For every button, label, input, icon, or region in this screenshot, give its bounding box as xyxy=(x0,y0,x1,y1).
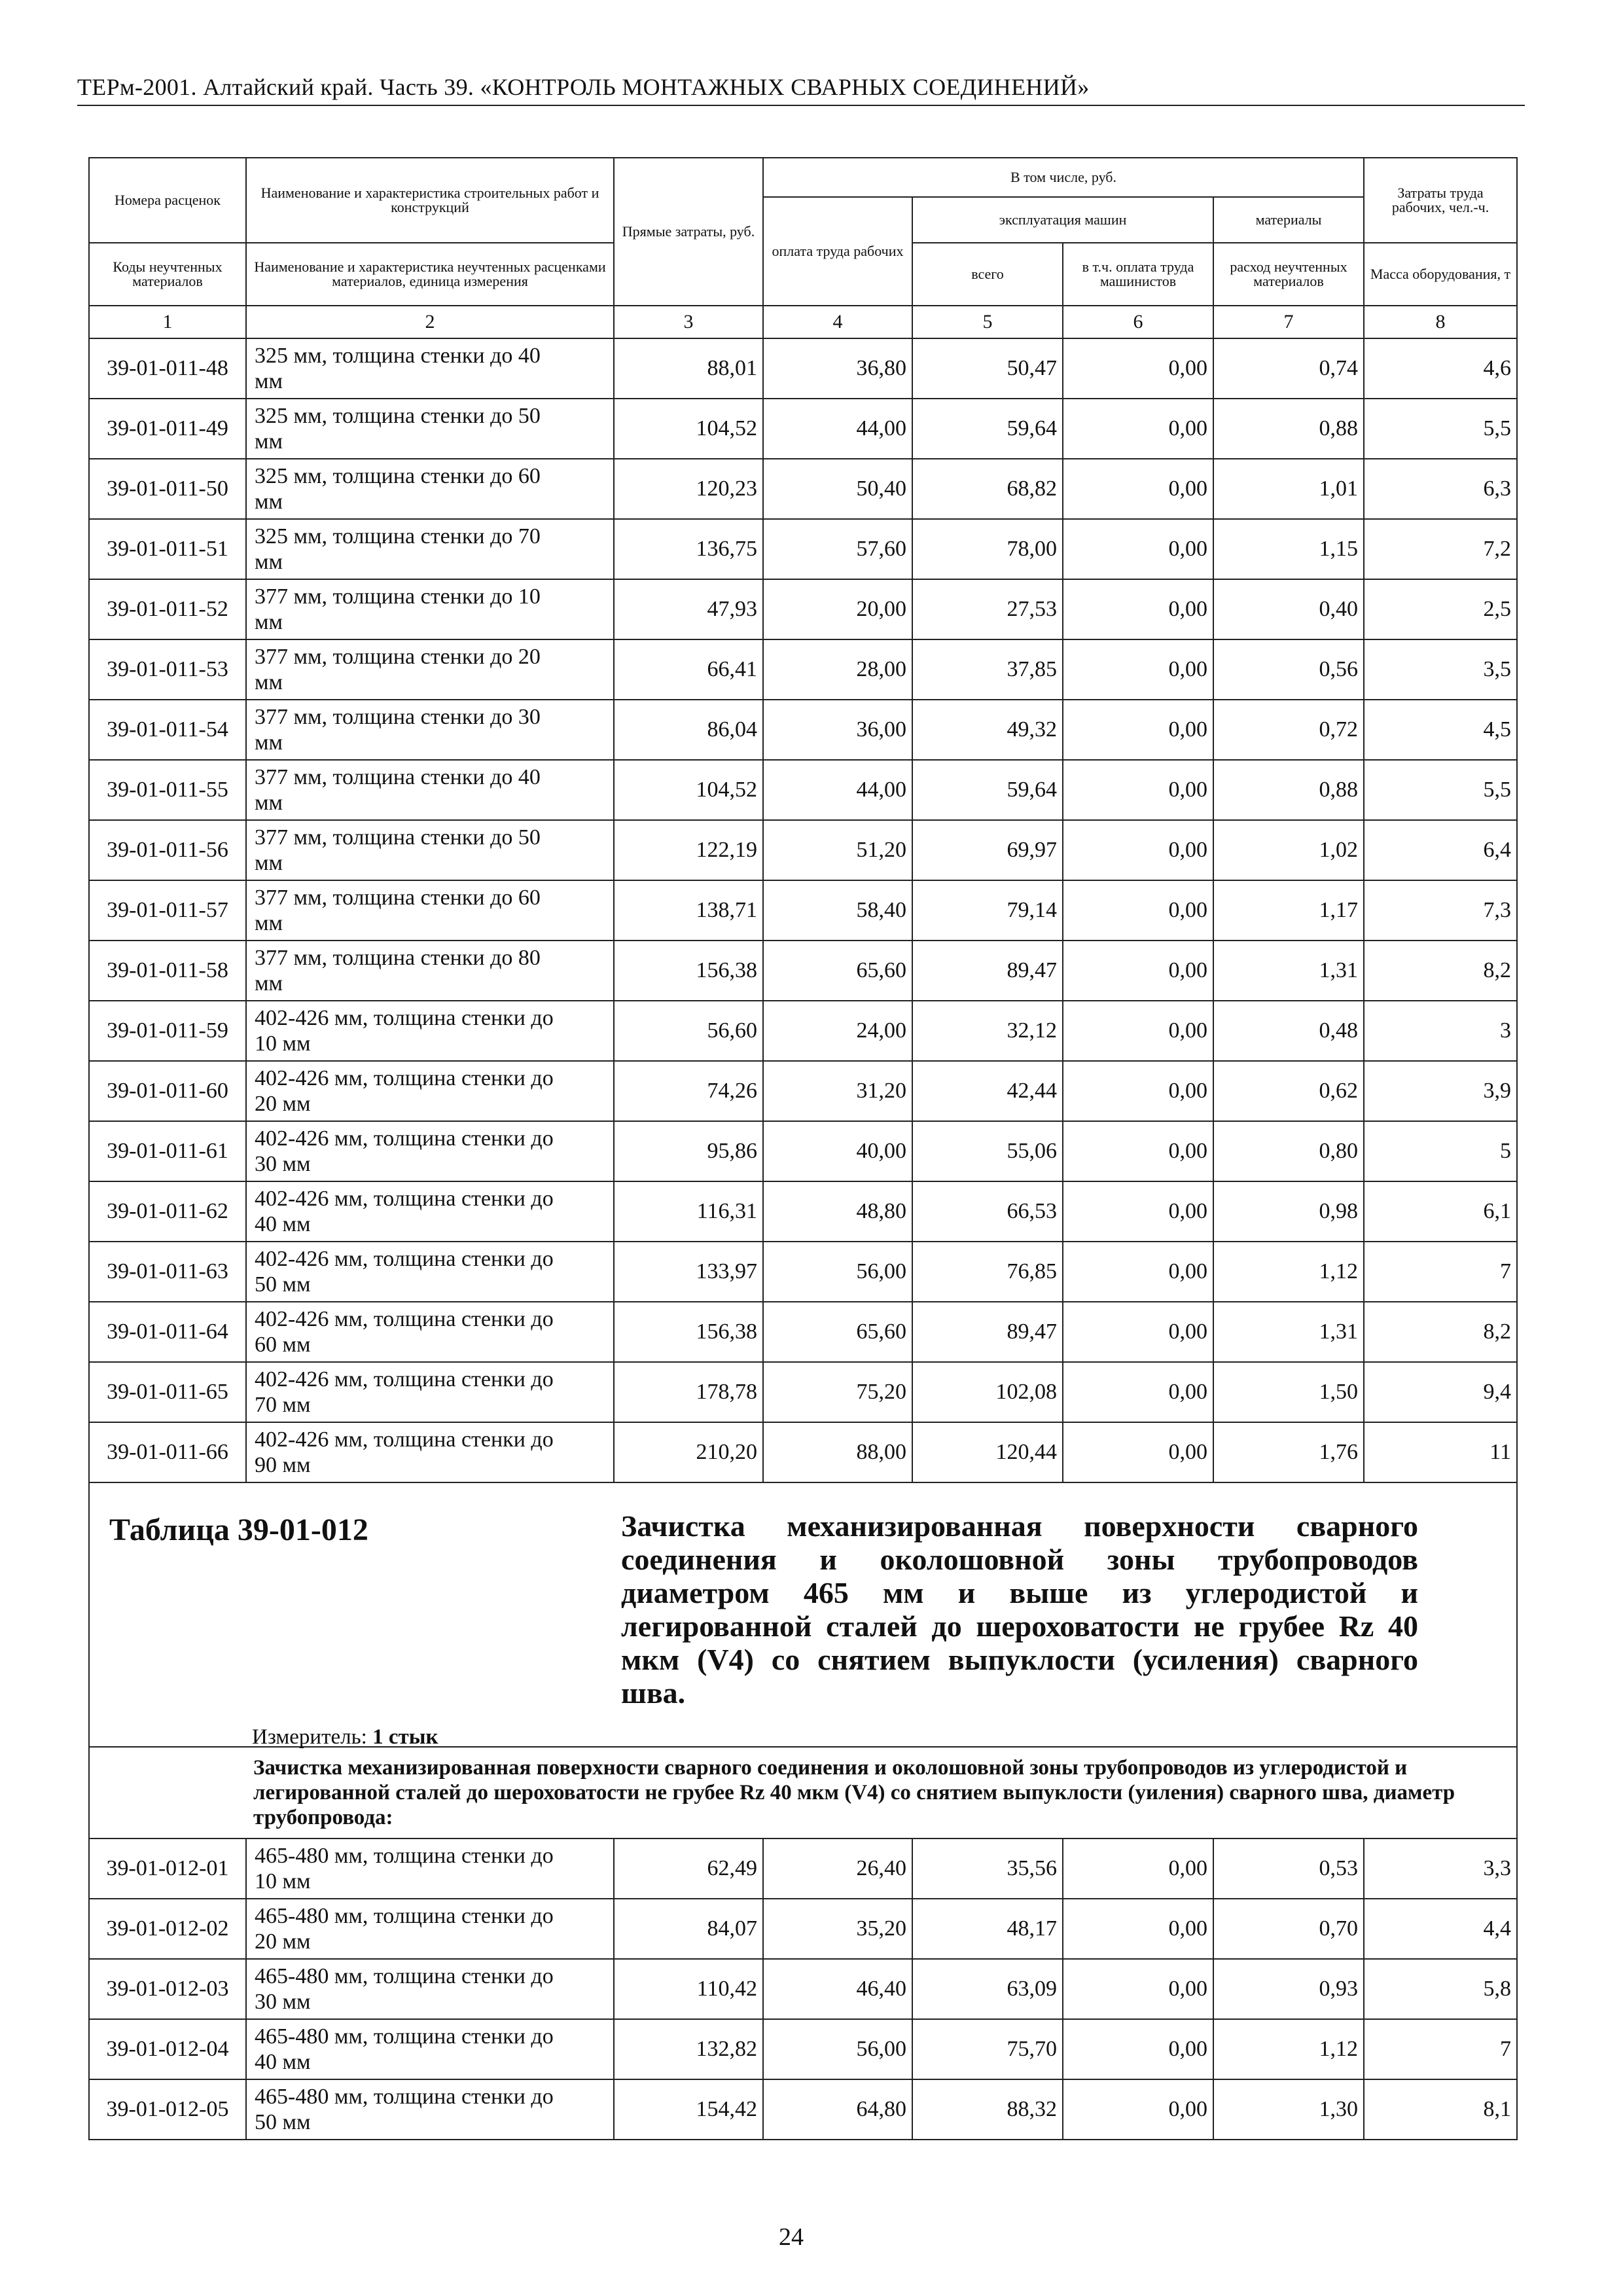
table-section-block xyxy=(89,1482,1517,1747)
col-number: 1 xyxy=(89,306,246,338)
operators-pay: 0,00 xyxy=(1063,519,1213,579)
labor-hours: 5,5 xyxy=(1364,760,1517,820)
rate-code: 39-01-011-65 xyxy=(89,1362,246,1422)
rate-description xyxy=(246,579,614,639)
meter-label: Измеритель: xyxy=(252,1725,367,1749)
col-header-materials: материалы xyxy=(1213,197,1364,243)
rate-description-line: 377 мм, толщина стенки до 10 xyxy=(255,584,541,609)
direct-costs: 156,38 xyxy=(614,1302,763,1362)
col-header-direct-costs: Прямые затраты, руб. xyxy=(614,158,763,306)
materials-cost: 0,88 xyxy=(1213,760,1364,820)
rate-code: 39-01-011-50 xyxy=(89,459,246,519)
col-number: 8 xyxy=(1364,306,1517,338)
operators-pay: 0,00 xyxy=(1063,1242,1213,1302)
rate-description-line: мм xyxy=(255,851,283,875)
direct-costs: 47,93 xyxy=(614,579,763,639)
direct-costs: 210,20 xyxy=(614,1422,763,1482)
meter-value: 1 стык xyxy=(372,1725,438,1749)
materials-cost: 1,12 xyxy=(1213,2019,1364,2079)
col-header-machines-total: всего xyxy=(912,243,1063,306)
rate-code: 39-01-011-57 xyxy=(89,880,246,941)
direct-costs: 120,23 xyxy=(614,459,763,519)
table-row xyxy=(89,880,1517,941)
table-row xyxy=(89,1181,1517,1242)
rate-description xyxy=(246,1001,614,1061)
rate-description-line: 465-480 мм, толщина стенки до xyxy=(255,1904,554,1928)
table-row xyxy=(89,459,1517,519)
operators-pay: 0,00 xyxy=(1063,1061,1213,1121)
table-title: Зачистка механизированная поверхности сварного соединения и околошовной зоны трубопроводов диаметром 465 мм и выше из углеродистой и легированной сталей до шероховатости не грубее Rz 40 мкм (V4) со снятием выпуклости (усиления) сварного шва. xyxy=(621,1509,1418,1710)
labor-hours: 4,5 xyxy=(1364,700,1517,760)
rate-description-line: 402-426 мм, толщина стенки до xyxy=(255,1427,554,1452)
table-row xyxy=(89,579,1517,639)
col-header-unaccounted-materials: расход неучтенных материалов xyxy=(1213,243,1364,306)
table-row xyxy=(89,519,1517,579)
rate-description-line: 40 мм xyxy=(255,2050,311,2074)
rate-code: 39-01-011-48 xyxy=(89,338,246,399)
rate-description-line: мм xyxy=(255,369,283,393)
labor-hours: 3,9 xyxy=(1364,1061,1517,1121)
labor-hours: 3,3 xyxy=(1364,1839,1517,1899)
rate-description-line: мм xyxy=(255,670,283,694)
direct-costs: 74,26 xyxy=(614,1061,763,1121)
operators-pay: 0,00 xyxy=(1063,1302,1213,1362)
labor-hours: 6,3 xyxy=(1364,459,1517,519)
table-row xyxy=(89,760,1517,820)
rate-description xyxy=(246,1181,614,1242)
rate-description-line: 70 мм xyxy=(255,1393,311,1417)
rate-description xyxy=(246,1302,614,1362)
labor-pay: 36,80 xyxy=(763,338,912,399)
labor-pay: 50,40 xyxy=(763,459,912,519)
machines-total: 55,06 xyxy=(912,1121,1063,1181)
operators-pay: 0,00 xyxy=(1063,338,1213,399)
materials-cost: 0,74 xyxy=(1213,338,1364,399)
machines-total: 89,47 xyxy=(912,941,1063,1001)
table-number: Таблица 39-01-012 xyxy=(109,1513,368,1547)
rate-description-line: 40 мм xyxy=(255,1212,311,1236)
machines-total: 63,09 xyxy=(912,1959,1063,2019)
col-header-labor-costs: Затраты труда рабочих, чел.-ч. xyxy=(1364,158,1517,243)
col-header-rate-numbers: Номера расценок xyxy=(89,158,246,243)
operators-pay: 0,00 xyxy=(1063,459,1213,519)
col-number: 6 xyxy=(1063,306,1213,338)
rate-description xyxy=(246,880,614,941)
rate-description-line: 377 мм, толщина стенки до 60 xyxy=(255,886,541,910)
rate-code: 39-01-012-01 xyxy=(89,1839,246,1899)
rate-code: 39-01-011-54 xyxy=(89,700,246,760)
rate-description-line: 325 мм, толщина стенки до 60 xyxy=(255,464,541,488)
rate-description xyxy=(246,2079,614,2140)
materials-cost: 1,50 xyxy=(1213,1362,1364,1422)
machines-total: 76,85 xyxy=(912,1242,1063,1302)
rate-description xyxy=(246,1959,614,2019)
rate-description-line: 402-426 мм, толщина стенки до xyxy=(255,1247,554,1271)
rate-description xyxy=(246,1362,614,1422)
materials-cost: 0,62 xyxy=(1213,1061,1364,1121)
machines-total: 32,12 xyxy=(912,1001,1063,1061)
machines-total: 48,17 xyxy=(912,1899,1063,1959)
rate-description xyxy=(246,519,614,579)
materials-cost: 0,56 xyxy=(1213,639,1364,700)
rate-code: 39-01-011-52 xyxy=(89,579,246,639)
direct-costs: 104,52 xyxy=(614,399,763,459)
rate-description-line: 465-480 мм, толщина стенки до xyxy=(255,2085,554,2109)
rate-description-line: мм xyxy=(255,610,283,634)
rate-description-line: 325 мм, толщина стенки до 50 xyxy=(255,404,541,428)
labor-hours: 3,5 xyxy=(1364,639,1517,700)
labor-pay: 56,00 xyxy=(763,1242,912,1302)
table-row xyxy=(89,2079,1517,2140)
direct-costs: 104,52 xyxy=(614,760,763,820)
machines-total: 68,82 xyxy=(912,459,1063,519)
operators-pay: 0,00 xyxy=(1063,1959,1213,2019)
rate-description-line: 402-426 мм, толщина стенки до xyxy=(255,1367,554,1391)
labor-pay: 20,00 xyxy=(763,579,912,639)
machines-total: 37,85 xyxy=(912,639,1063,700)
table-row xyxy=(89,1959,1517,2019)
table-row xyxy=(89,941,1517,1001)
direct-costs: 133,97 xyxy=(614,1242,763,1302)
rate-description-line: 402-426 мм, толщина стенки до xyxy=(255,1187,554,1211)
labor-pay: 57,60 xyxy=(763,519,912,579)
operators-pay: 0,00 xyxy=(1063,579,1213,639)
rate-description xyxy=(246,1242,614,1302)
table-subheading: Зачистка механизированная поверхности сварного соединения и околошовной зоны трубопроводов из углеродистой и легированной сталей до шероховатости не грубее Rz 40 мкм (V4) со снятием выпуклости (уиления) сварного шва, диаметр трубопровода: xyxy=(89,1747,1517,1839)
rate-description-line: 465-480 мм, толщина стенки до xyxy=(255,2024,554,2049)
rate-code: 39-01-011-49 xyxy=(89,399,246,459)
labor-hours: 5,5 xyxy=(1364,399,1517,459)
rate-description-line: 20 мм xyxy=(255,1929,311,1954)
rate-code: 39-01-011-62 xyxy=(89,1181,246,1242)
machines-total: 102,08 xyxy=(912,1362,1063,1422)
col-header-operators-pay: в т.ч. оплата труда машинистов xyxy=(1063,243,1213,306)
operators-pay: 0,00 xyxy=(1063,1001,1213,1061)
rate-description xyxy=(246,1422,614,1482)
machines-total: 42,44 xyxy=(912,1061,1063,1121)
rate-description-line: мм xyxy=(255,791,283,815)
operators-pay: 0,00 xyxy=(1063,2079,1213,2140)
labor-hours: 7,3 xyxy=(1364,880,1517,941)
rate-code: 39-01-011-53 xyxy=(89,639,246,700)
rates-table xyxy=(88,157,1518,2140)
machines-total: 79,14 xyxy=(912,880,1063,941)
table-row xyxy=(89,1422,1517,1482)
table-row xyxy=(89,1899,1517,1959)
rate-code: 39-01-011-60 xyxy=(89,1061,246,1121)
rate-description-line: 20 мм xyxy=(255,1092,311,1116)
direct-costs: 66,41 xyxy=(614,639,763,700)
operators-pay: 0,00 xyxy=(1063,820,1213,880)
labor-hours: 4,6 xyxy=(1364,338,1517,399)
labor-pay: 44,00 xyxy=(763,760,912,820)
labor-pay: 26,40 xyxy=(763,1839,912,1899)
operators-pay: 0,00 xyxy=(1063,639,1213,700)
rate-code: 39-01-012-02 xyxy=(89,1899,246,1959)
rate-description xyxy=(246,941,614,1001)
materials-cost: 0,80 xyxy=(1213,1121,1364,1181)
page-header: ТЕРм-2001. Алтайский край. Часть 39. «КОНТРОЛЬ МОНТАЖНЫХ СВАРНЫХ СОЕДИНЕНИЙ» xyxy=(77,74,1090,100)
machines-total: 59,64 xyxy=(912,399,1063,459)
rate-code: 39-01-011-58 xyxy=(89,941,246,1001)
materials-cost: 0,48 xyxy=(1213,1001,1364,1061)
labor-hours: 8,2 xyxy=(1364,1302,1517,1362)
rate-code: 39-01-011-63 xyxy=(89,1242,246,1302)
rate-description-line: 10 мм xyxy=(255,1869,311,1893)
labor-hours: 8,1 xyxy=(1364,2079,1517,2140)
table-row xyxy=(89,399,1517,459)
table-row xyxy=(89,639,1517,700)
labor-hours: 7 xyxy=(1364,1242,1517,1302)
materials-cost: 0,72 xyxy=(1213,700,1364,760)
col-header-including: В том числе, руб. xyxy=(763,158,1364,197)
direct-costs: 116,31 xyxy=(614,1181,763,1242)
labor-hours: 4,4 xyxy=(1364,1899,1517,1959)
labor-pay: 36,00 xyxy=(763,700,912,760)
materials-cost: 1,31 xyxy=(1213,941,1364,1001)
operators-pay: 0,00 xyxy=(1063,1899,1213,1959)
labor-pay: 88,00 xyxy=(763,1422,912,1482)
operators-pay: 0,00 xyxy=(1063,760,1213,820)
machines-total: 49,32 xyxy=(912,700,1063,760)
labor-hours: 2,5 xyxy=(1364,579,1517,639)
operators-pay: 0,00 xyxy=(1063,1422,1213,1482)
rate-description-line: 465-480 мм, толщина стенки до xyxy=(255,1964,554,1988)
operators-pay: 0,00 xyxy=(1063,1362,1213,1422)
machines-total: 50,47 xyxy=(912,338,1063,399)
direct-costs: 84,07 xyxy=(614,1899,763,1959)
rate-description xyxy=(246,700,614,760)
materials-cost: 1,76 xyxy=(1213,1422,1364,1482)
labor-hours: 5,8 xyxy=(1364,1959,1517,2019)
machines-total: 59,64 xyxy=(912,760,1063,820)
labor-hours: 6,1 xyxy=(1364,1181,1517,1242)
col-header-work-name: Наименование и характеристика строительных работ и конструкций xyxy=(246,158,614,243)
rate-description-line: 377 мм, толщина стенки до 40 xyxy=(255,765,541,789)
table-row xyxy=(89,1362,1517,1422)
materials-cost: 1,17 xyxy=(1213,880,1364,941)
operators-pay: 0,00 xyxy=(1063,2019,1213,2079)
table-row xyxy=(89,2019,1517,2079)
rate-description xyxy=(246,820,614,880)
col-number: 2 xyxy=(246,306,614,338)
operators-pay: 0,00 xyxy=(1063,1839,1213,1899)
col-number: 3 xyxy=(614,306,763,338)
machines-total: 69,97 xyxy=(912,820,1063,880)
direct-costs: 132,82 xyxy=(614,2019,763,2079)
labor-hours: 7 xyxy=(1364,2019,1517,2079)
rate-code: 39-01-011-66 xyxy=(89,1422,246,1482)
rate-description-line: 10 мм xyxy=(255,1031,311,1056)
rate-code: 39-01-011-56 xyxy=(89,820,246,880)
labor-pay: 58,40 xyxy=(763,880,912,941)
rate-code: 39-01-011-55 xyxy=(89,760,246,820)
rate-description xyxy=(246,639,614,700)
rate-description-line: 90 мм xyxy=(255,1453,311,1477)
labor-pay: 31,20 xyxy=(763,1061,912,1121)
materials-cost: 1,15 xyxy=(1213,519,1364,579)
rate-code: 39-01-012-05 xyxy=(89,2079,246,2140)
machines-total: 120,44 xyxy=(912,1422,1063,1482)
rate-description xyxy=(246,1839,614,1899)
rate-code: 39-01-012-04 xyxy=(89,2019,246,2079)
materials-cost: 1,02 xyxy=(1213,820,1364,880)
materials-cost: 0,98 xyxy=(1213,1181,1364,1242)
materials-cost: 0,88 xyxy=(1213,399,1364,459)
labor-pay: 56,00 xyxy=(763,2019,912,2079)
table-row xyxy=(89,1302,1517,1362)
materials-cost: 1,30 xyxy=(1213,2079,1364,2140)
materials-cost: 0,93 xyxy=(1213,1959,1364,2019)
operators-pay: 0,00 xyxy=(1063,1181,1213,1242)
rate-code: 39-01-011-51 xyxy=(89,519,246,579)
direct-costs: 138,71 xyxy=(614,880,763,941)
table-row xyxy=(89,1001,1517,1061)
rate-description-line: 30 мм xyxy=(255,1990,311,2014)
labor-hours: 5 xyxy=(1364,1121,1517,1181)
rate-description-line: мм xyxy=(255,429,283,454)
machines-total: 66,53 xyxy=(912,1181,1063,1242)
materials-cost: 0,70 xyxy=(1213,1899,1364,1959)
col-header-machines: эксплуатация машин xyxy=(912,197,1213,243)
rate-description xyxy=(246,338,614,399)
col-number: 7 xyxy=(1213,306,1364,338)
labor-hours: 6,4 xyxy=(1364,820,1517,880)
rate-description-line: 402-426 мм, толщина стенки до xyxy=(255,1006,554,1030)
labor-hours: 8,2 xyxy=(1364,941,1517,1001)
rate-description-line: 50 мм xyxy=(255,1272,311,1297)
machines-total: 89,47 xyxy=(912,1302,1063,1362)
rate-description-line: мм xyxy=(255,730,283,755)
labor-pay: 48,80 xyxy=(763,1181,912,1242)
rate-description-line: мм xyxy=(255,550,283,574)
col-header-labor-pay: оплата труда рабочих xyxy=(763,197,912,306)
labor-pay: 65,60 xyxy=(763,1302,912,1362)
direct-costs: 154,42 xyxy=(614,2079,763,2140)
col-header-equipment-mass: Масса оборудования, т xyxy=(1364,243,1517,306)
rate-description-line: 402-426 мм, толщина стенки до xyxy=(255,1126,554,1151)
operators-pay: 0,00 xyxy=(1063,941,1213,1001)
rate-description xyxy=(246,760,614,820)
direct-costs: 156,38 xyxy=(614,941,763,1001)
labor-pay: 65,60 xyxy=(763,941,912,1001)
direct-costs: 62,49 xyxy=(614,1839,763,1899)
labor-pay: 46,40 xyxy=(763,1959,912,2019)
table-row xyxy=(89,338,1517,399)
labor-pay: 35,20 xyxy=(763,1899,912,1959)
table-row xyxy=(89,820,1517,880)
direct-costs: 86,04 xyxy=(614,700,763,760)
rate-code: 39-01-011-59 xyxy=(89,1001,246,1061)
rate-code: 39-01-011-64 xyxy=(89,1302,246,1362)
labor-pay: 64,80 xyxy=(763,2079,912,2140)
labor-pay: 24,00 xyxy=(763,1001,912,1061)
col-number: 5 xyxy=(912,306,1063,338)
materials-cost: 0,40 xyxy=(1213,579,1364,639)
direct-costs: 110,42 xyxy=(614,1959,763,2019)
direct-costs: 178,78 xyxy=(614,1362,763,1422)
rate-description xyxy=(246,1899,614,1959)
rate-description-line: 325 мм, толщина стенки до 70 xyxy=(255,524,541,548)
labor-pay: 51,20 xyxy=(763,820,912,880)
table-row xyxy=(89,1061,1517,1121)
rate-description-line: 50 мм xyxy=(255,2110,311,2134)
machines-total: 78,00 xyxy=(912,519,1063,579)
direct-costs: 56,60 xyxy=(614,1001,763,1061)
rate-description-line: мм xyxy=(255,971,283,996)
machines-total: 27,53 xyxy=(912,579,1063,639)
materials-cost: 1,12 xyxy=(1213,1242,1364,1302)
rate-code: 39-01-011-61 xyxy=(89,1121,246,1181)
rate-description-line: 325 мм, толщина стенки до 40 xyxy=(255,344,541,368)
table-row xyxy=(89,1242,1517,1302)
rate-description xyxy=(246,2019,614,2079)
machines-total: 88,32 xyxy=(912,2079,1063,2140)
labor-pay: 28,00 xyxy=(763,639,912,700)
table-row xyxy=(89,1839,1517,1899)
rate-code: 39-01-012-03 xyxy=(89,1959,246,2019)
direct-costs: 122,19 xyxy=(614,820,763,880)
rate-description-line: 377 мм, толщина стенки до 50 xyxy=(255,825,541,850)
direct-costs: 95,86 xyxy=(614,1121,763,1181)
rate-description-line: 402-426 мм, толщина стенки до xyxy=(255,1066,554,1090)
labor-hours: 11 xyxy=(1364,1422,1517,1482)
operators-pay: 0,00 xyxy=(1063,700,1213,760)
labor-hours: 7,2 xyxy=(1364,519,1517,579)
rate-description-line: 377 мм, толщина стенки до 30 xyxy=(255,705,541,729)
rate-description-line: 402-426 мм, толщина стенки до xyxy=(255,1307,554,1331)
rate-description-line: 377 мм, толщина стенки до 80 xyxy=(255,946,541,970)
rate-description-line: 377 мм, толщина стенки до 20 xyxy=(255,645,541,669)
rate-description-line: 465-480 мм, толщина стенки до xyxy=(255,1844,554,1868)
labor-pay: 44,00 xyxy=(763,399,912,459)
rate-description-line: 60 мм xyxy=(255,1333,311,1357)
table-row xyxy=(89,700,1517,760)
labor-hours: 3 xyxy=(1364,1001,1517,1061)
labor-pay: 40,00 xyxy=(763,1121,912,1181)
operators-pay: 0,00 xyxy=(1063,399,1213,459)
rate-description-line: мм xyxy=(255,490,283,514)
rate-description-line: 30 мм xyxy=(255,1152,311,1176)
materials-cost: 1,31 xyxy=(1213,1302,1364,1362)
header-rule xyxy=(77,105,1525,106)
operators-pay: 0,00 xyxy=(1063,1121,1213,1181)
direct-costs: 88,01 xyxy=(614,338,763,399)
direct-costs: 136,75 xyxy=(614,519,763,579)
machines-total: 75,70 xyxy=(912,2019,1063,2079)
rate-description xyxy=(246,399,614,459)
table-row xyxy=(89,1121,1517,1181)
col-header-material-codes: Коды неучтенных материалов xyxy=(89,243,246,306)
rate-description xyxy=(246,1121,614,1181)
materials-cost: 0,53 xyxy=(1213,1839,1364,1899)
labor-hours: 9,4 xyxy=(1364,1362,1517,1422)
rate-description xyxy=(246,1061,614,1121)
rate-description-line: мм xyxy=(255,911,283,935)
rate-description xyxy=(246,459,614,519)
page-number: 24 xyxy=(779,2223,804,2251)
labor-pay: 75,20 xyxy=(763,1362,912,1422)
meter xyxy=(252,1725,438,1749)
materials-cost: 1,01 xyxy=(1213,459,1364,519)
machines-total: 35,56 xyxy=(912,1839,1063,1899)
col-header-material-names: Наименование и характеристика неучтенных расценками материалов, единица измерения xyxy=(246,243,614,306)
col-number: 4 xyxy=(763,306,912,338)
operators-pay: 0,00 xyxy=(1063,880,1213,941)
